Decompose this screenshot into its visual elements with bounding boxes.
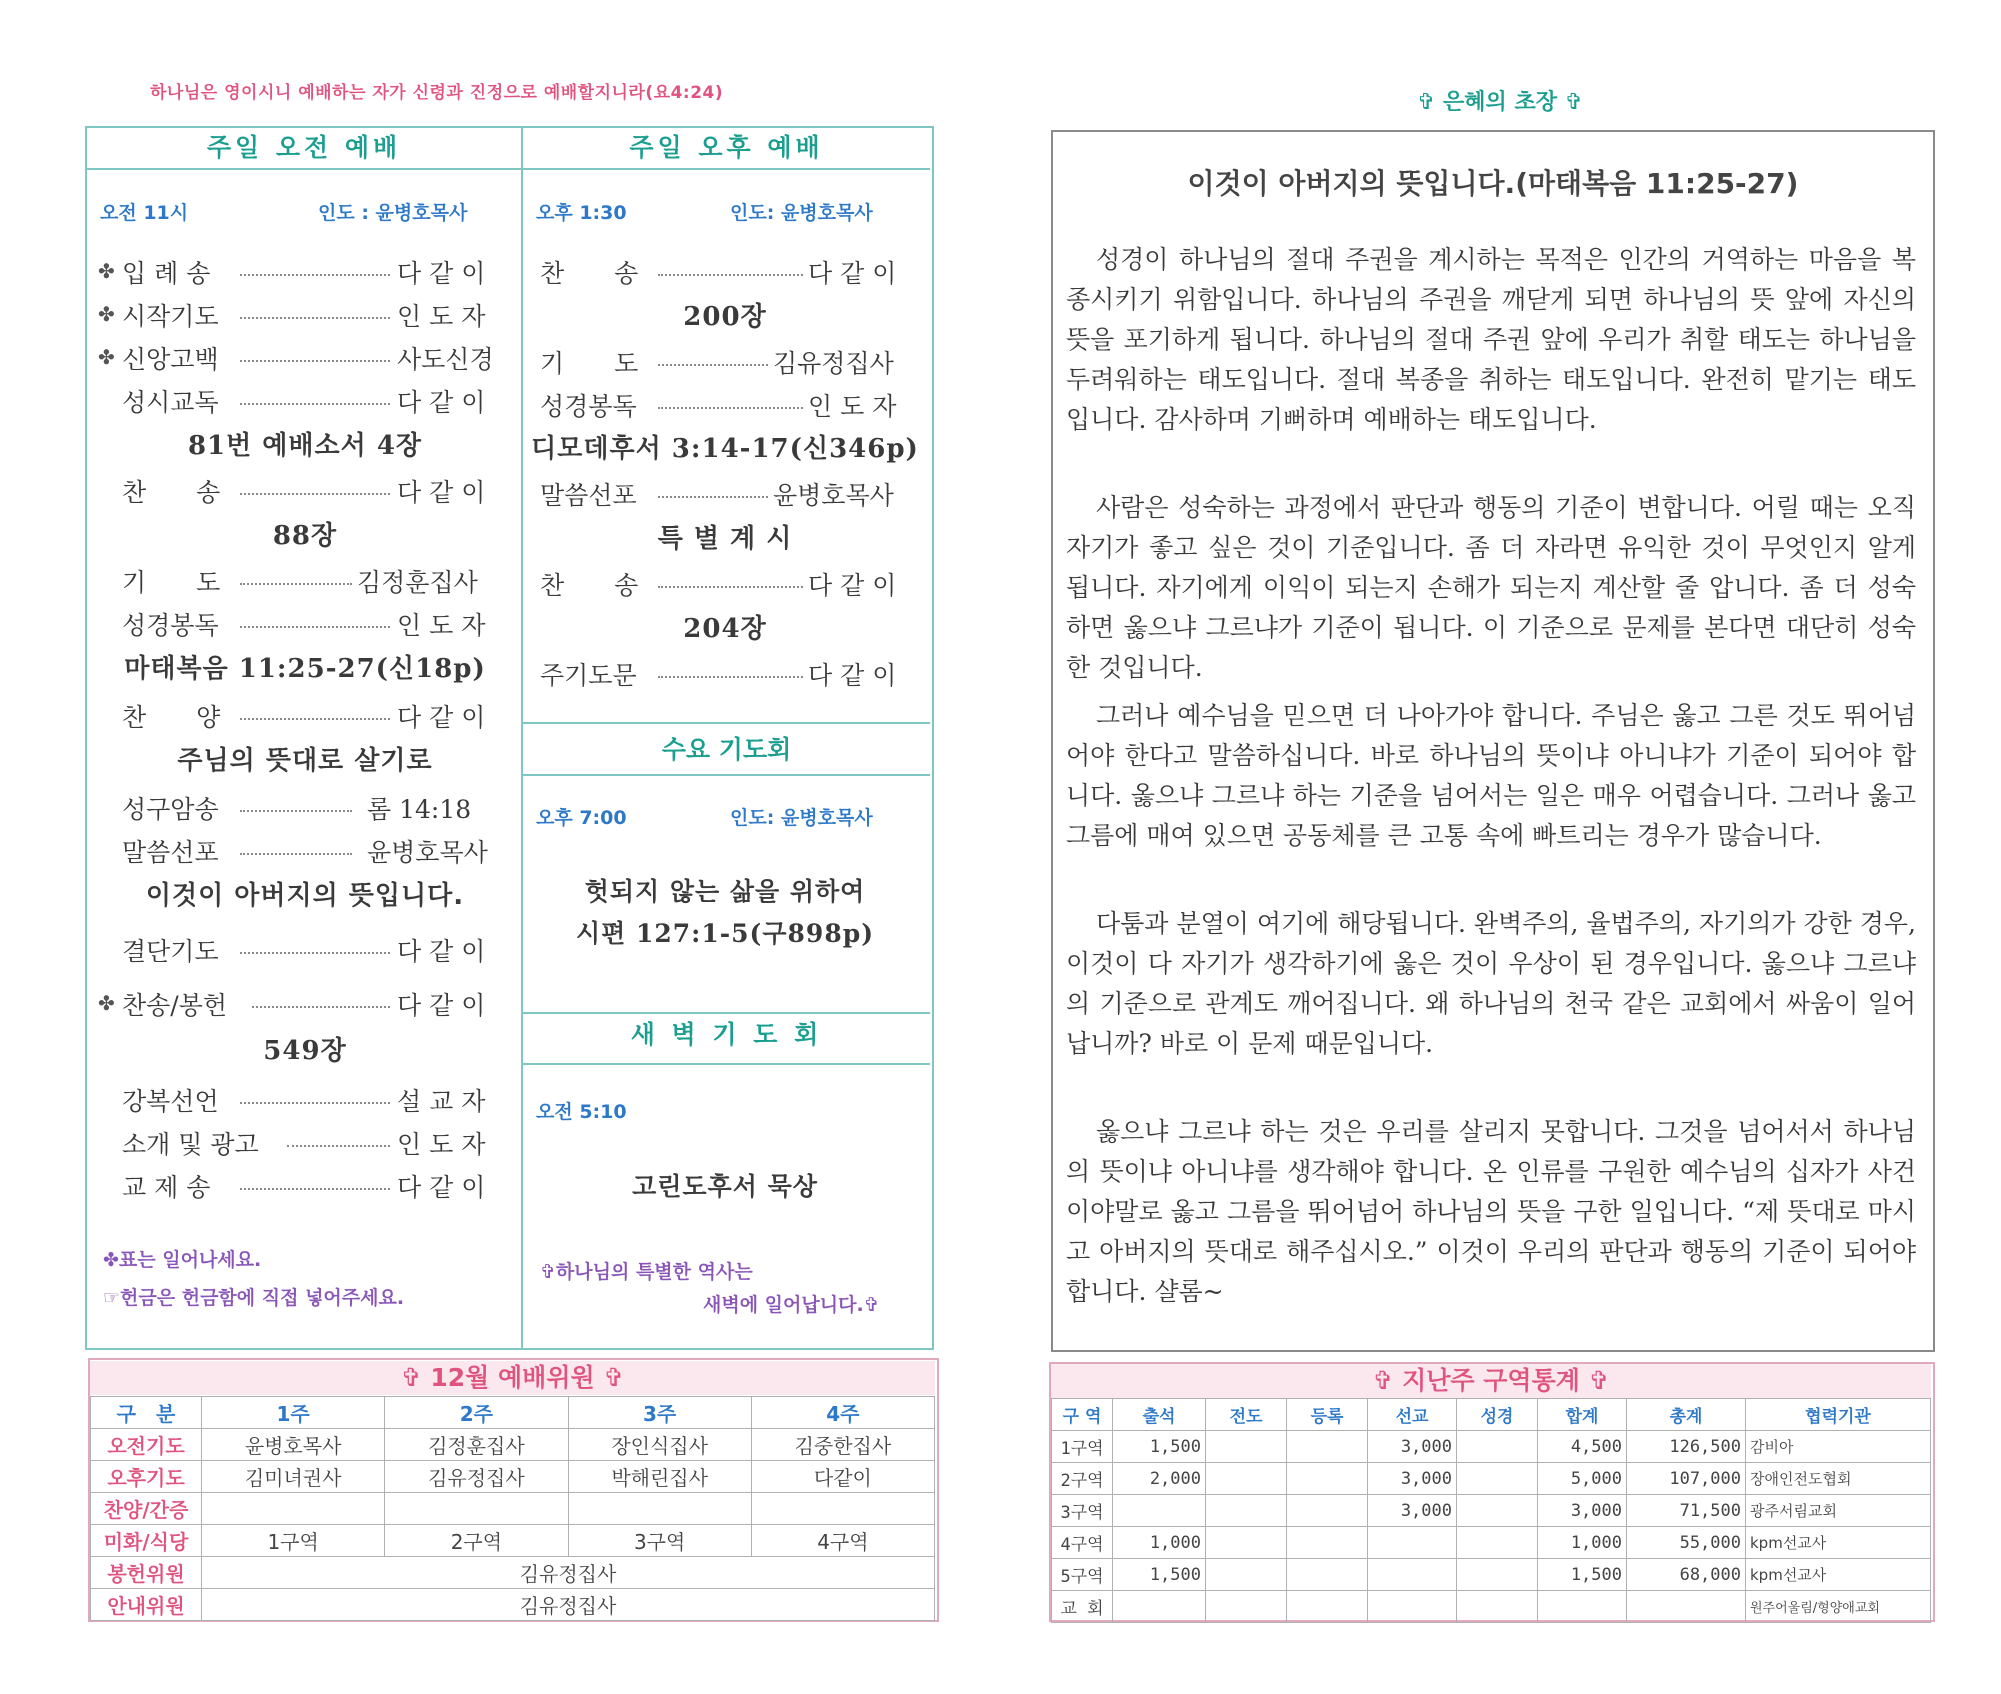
- dawn-time: 오전 5:10: [536, 1101, 627, 1123]
- offering-note: ☞헌금은 헌금함에 직접 넣어주세요.: [103, 1287, 405, 1309]
- order-item-memory-verse: 성구암송 롬 14:18: [122, 795, 472, 824]
- stand-mark-icon: ✤: [98, 991, 115, 1015]
- scripture-verse-banner: 하나님은 영이시니 예배하는 자가 신령과 진정으로 예배할지니라(요4:24): [150, 83, 724, 103]
- table-row: 오후기도 김미녀권사 김유정집사 박해린집사 다같이: [91, 1461, 935, 1493]
- divider: [523, 1012, 930, 1014]
- order-item-decision-prayer: 결단기도 다 같 이: [122, 937, 486, 966]
- afternoon-leader: 인도: 윤병호목사: [730, 202, 873, 224]
- dawn-prayer-title: 새 벽 기 도 회: [630, 1020, 823, 1049]
- order-item-sermon: 말씀선포 윤병호목사: [122, 838, 488, 867]
- table-row: 안내위원 김유정집사: [91, 1589, 935, 1621]
- table-row: 오전기도 윤병호목사 김정훈집사 장인식집사 김중한집사: [91, 1429, 935, 1461]
- table-row: 5구역 1,500 1,500 68,000 kpm선교사: [1052, 1559, 1931, 1591]
- morning-service-title: 주일 오전 예배: [87, 128, 521, 170]
- sermon-paragraph: 옳으냐 그르냐 하는 것은 우리를 살리지 못합니다. 그것을 넘어서서 하나님의 뜻이냐 아니냐를 생각해야 합니다. 온 인류를 구원한 예수님의 십자가 사건이야말로 옳고 그름을 뛰어넘어 하나님의 뜻을 구한 일입니다. “제 뜻대로 마시고 아버지의 뜻대로 해주십시오.” 이것이 우리의 판단과 행동의 기준이 되어야 합니다. 샬롬~: [1066, 1117, 1916, 1306]
- wednesday-scripture: 시편 127:1-5(구898p): [575, 919, 875, 948]
- pm-item-sermon: 말씀선포 윤병호목사: [540, 481, 894, 510]
- table-row: 교 회 원주어울림/형양애교회: [1052, 1591, 1931, 1623]
- pm-scripture-reference: 디모데후서 3:14-17(신346p): [531, 434, 919, 464]
- dawn-meditation: 고린도후서 묵상: [632, 1172, 818, 1201]
- table-row: 봉헌위원 김유정집사: [91, 1557, 935, 1589]
- order-item-responsive-reading: 성시교독 다 같 이: [122, 388, 486, 417]
- reading-reference: 81번 예배소서 4장: [187, 431, 423, 461]
- praise-title: 주님의 뜻대로 살기로: [177, 746, 433, 776]
- pm-hymn-number-2: 204장: [683, 614, 767, 644]
- sermon-title: 이것이 아버지의 뜻입니다.: [145, 881, 465, 911]
- afternoon-time: 오후 1:30: [536, 202, 627, 224]
- stats-table-title: ✞ 지난주 구역통계 ✞: [1051, 1364, 1931, 1398]
- order-item-entrance-hymn: ✤ 입 례 송 다 같 이: [98, 259, 486, 288]
- hymn-number: 88장: [272, 521, 338, 551]
- order-item-scripture: 성경봉독 인 도 자: [122, 611, 486, 640]
- table-row: 구 분 1주 2주 3주 4주: [91, 1397, 935, 1429]
- dawn-note-2: 새벽에 일어납니다.✞: [703, 1294, 880, 1316]
- stand-mark-icon: ✤: [98, 302, 115, 326]
- table-row: 2구역 2,000 3,000 5,000 107,000 장애인전도협회: [1052, 1463, 1931, 1495]
- sermon-paragraph: 다툼과 분열이 여기에 해당됩니다. 완벽주의, 율법주의, 자기의가 강한 경우, 이것이 다 자기가 생각하기에 옳은 것이 우상이 된 경우입니다. 옳으냐 그르냐의 기준으로 관계도 깨어집니다. 왜 하나님의 천국 같은 교회에서 싸움이 일어납니까? 바로 이 문제 때문입니다.: [1066, 909, 1916, 1058]
- sermon-article-title: 이것이 아버지의 뜻입니다.(마태복음 11:25-27): [1187, 167, 1799, 200]
- sermon-paragraph: 사람은 성숙하는 과정에서 판단과 행동의 기준이 변합니다. 어릴 때는 오직 자기가 좋고 싶은 것이 기준입니다. 좀 더 자라면 유익한 것이 무엇인지 알게 됩니다. 자기에게 이익이 되는지 손해가 되는지 계산할 줄 압니다. 좀 더 성숙하면 옳으냐 그르냐가 기준이 됩니다. 이 기준으로 문제를 본다면 대단히 성숙한 것입니다.: [1066, 493, 1916, 682]
- morning-time: 오전 11시: [100, 202, 189, 224]
- order-item-offering: ✤ 찬송/봉헌 다 같 이: [98, 991, 486, 1020]
- stand-note: ✤표는 일어나세요.: [103, 1249, 262, 1271]
- order-item-hymn: 찬 송 다 같 이: [122, 478, 486, 507]
- table-row: 찬양/간증: [91, 1493, 935, 1525]
- pm-special-revelation: 특 별 계 시: [657, 524, 793, 554]
- pm-item-lords-prayer: 주기도문 다 같 이: [540, 661, 897, 690]
- morning-leader: 인도 : 윤병호목사: [318, 202, 468, 224]
- wednesday-theme: 헛되지 않는 삶을 위하여: [584, 877, 866, 906]
- dawn-note-1: ✞하나님의 특별한 역사는: [540, 1261, 753, 1283]
- sermon-paragraph: 성경이 하나님의 절대 주권을 계시하는 목적은 인간의 거역하는 마음을 복종시키기 위함입니다. 하나님의 주권을 깨닫게 되면 하나님의 뜻 앞에 자신의 뜻을 포기하게 됩니다. 하나님의 절대 주권 앞에 우리가 취할 태도는 하나님을 두려워하는 태도입니다. 절대 복종을 취하는 태도입니다. 완전히 맡기는 태도입니다. 감사하며 기뻐하며 예배하는 태도입니다.: [1066, 245, 1916, 434]
- grace-pasture-title: ✞ 은혜의 초장 ✞: [1416, 90, 1584, 115]
- pm-hymn-number: 200장: [683, 302, 767, 332]
- duty-table: [90, 1396, 935, 1621]
- wednesday-leader: 인도: 윤병호목사: [730, 807, 873, 829]
- order-item-prayer: 기 도 김정훈집사: [122, 568, 478, 597]
- order-item-announcements: 소개 및 광고 인 도 자: [122, 1130, 486, 1159]
- stand-mark-icon: ✤: [98, 345, 115, 369]
- pm-item-scripture: 성경봉독 인 도 자: [540, 392, 897, 421]
- afternoon-service-title: 주일 오후 예배: [523, 128, 930, 170]
- order-item-creed: ✤ 신앙고백 사도신경: [98, 345, 494, 374]
- scripture-reference: 마태복음 11:25-27(신18p): [124, 654, 486, 684]
- table-row: 4구역 1,000 1,000 55,000 kpm선교사: [1052, 1527, 1931, 1559]
- order-item-opening-prayer: ✤ 시작기도 인 도 자: [98, 302, 486, 331]
- pm-item-prayer: 기 도 김유정집사: [540, 349, 894, 378]
- duty-table-title: ✞ 12월 예배위원 ✞: [90, 1361, 935, 1395]
- wednesday-time: 오후 7:00: [536, 807, 627, 829]
- sermon-paragraph: 그러나 예수님을 믿으면 더 나아가야 합니다. 주님은 옳고 그른 것도 뛰어넘어야 한다고 말씀하십니다. 바로 하나님의 뜻이냐 아니냐가 기준이 되어야 합니다. 옳으냐 그르냐 하는 기준을 넘어서는 일은 매우 어렵습니다. 그러나 옳고 그름에 매여 있으면 공동체를 큰 고통 속에 빠트리는 경우가 많습니다.: [1066, 701, 1916, 850]
- table-row: 구 역 출석 전도 등록 선교 성경 합계 총계 협력기관: [1052, 1399, 1931, 1431]
- stats-table: [1051, 1398, 1931, 1623]
- pm-item-hymn: 찬 송 다 같 이: [540, 259, 897, 288]
- divider: [523, 1063, 930, 1065]
- offering-hymn-number: 549장: [263, 1036, 347, 1066]
- order-item-benediction: 강복선언 설 교 자: [122, 1087, 486, 1116]
- table-row: 3구역 3,000 3,000 71,500 광주서림교회: [1052, 1495, 1931, 1527]
- stand-mark-icon: ✤: [98, 259, 115, 283]
- wednesday-service-title: 수요 기도회: [661, 735, 792, 764]
- order-item-fellowship-song: 교 제 송 다 같 이: [122, 1173, 486, 1202]
- table-row: 미화/식당 1구역 2구역 3구역 4구역: [91, 1525, 935, 1557]
- divider: [523, 722, 930, 724]
- order-item-praise: 찬 양 다 같 이: [122, 703, 486, 732]
- divider: [523, 774, 930, 776]
- table-row: 1구역 1,500 3,000 4,500 126,500 감비아: [1052, 1431, 1931, 1463]
- pm-item-hymn-2: 찬 송 다 같 이: [540, 571, 897, 600]
